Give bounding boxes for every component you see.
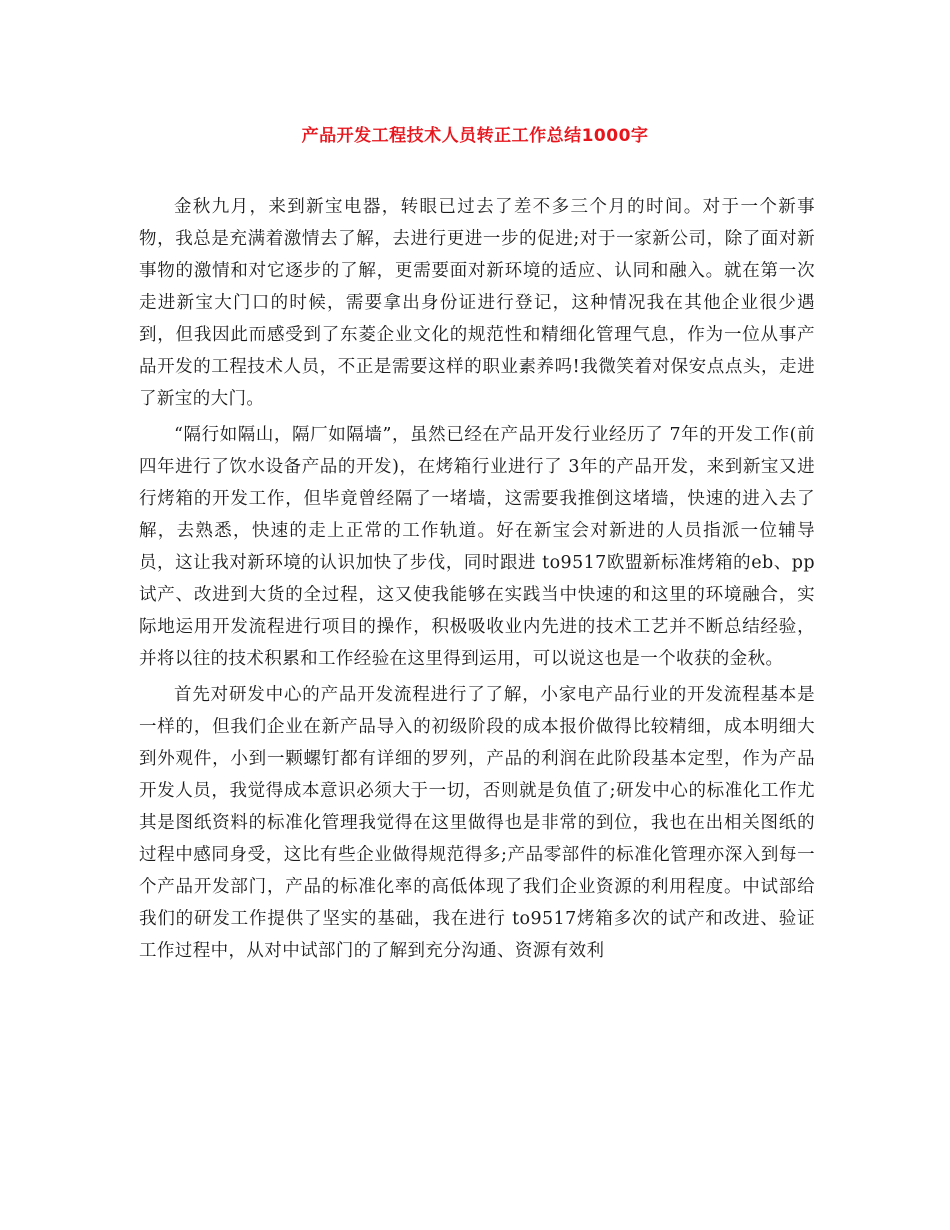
paragraph-1: 金秋九月，来到新宝电器，转眼已过去了差不多三个月的时间。对于一个新事物，我总是充满着激情去了解，去进行更进一步的促进;对于一家新公司，除了面对新事物的激情和对它逐步的了解，更需要面对新环境的适应、认同和融入。就在第一次走进新宝大门口的时候，需要拿出身份证进行登记，这种情况我在其他企业很少遇到，但我因此而感受到了东菱企业文化的规范性和精细化管理气息，作为一位从事产品开发的工程技术人员，不正是需要这样的职业素养吗!我微笑着对保安点点头，走进了新宝的大门。 xyxy=(139,197,815,409)
paragraph-3: 首先对研发中心的产品开发流程进行了了解，小家电产品行业的开发流程基本是一样的，但我们企业在新产品导入的初级阶段的成本报价做得比较精细，成本明细大到外观件，小到一颗螺钉都有详细的罗列，产品的利润在此阶段基本定型，作为产品开发人员，我觉得成本意识必须大于一切，否则就是负值了;研发中心的标准化工作尤其是图纸资料的标准化管理我觉得在这里做得也是非常的到位，我也在出相关图纸的过程中感同身受，这比有些企业做得规范得多;产品零部件的标准化管理亦深入到每一个产品开发部门，产品的标准化率的高低体现了我们企业资源的利用程度。中试部给我们的研发工作提供了坚实的基础，我在进行 to9517烤箱多次的试产和改进、验证工作过程中，从对中试部门的了解到充分沟通、资源有效利 xyxy=(139,685,815,961)
paragraph-2: “隔行如隔山，隔厂如隔墙”，虽然已经在产品开发行业经历了 7年的开发工作(前四年进行了饮水设备产品的开发)，在烤箱行业进行了 3年的产品开发，来到新宝又进行烤箱的开发工作，但毕竟曾经隔了一堵墙，这需要我推倒这堵墙，快速的进入去了解，去熟悉，快速的走上正常的工作轨道。好在新宝会对新进的人员指派一位辅导员，这让我对新环境的认识加快了步伐，同时跟进 to9517欧盟新标准烤箱的eb、pp试产、改进到大货的全过程，这又使我能够在实践当中快速的和这里的环境融合，实际地运用开发流程进行项目的操作，积极吸收业内先进的技术工艺并不断总结经验，并将以往的技术积累和工作经验在这里得到运用，可以说这也是一个收获的金秋。 xyxy=(139,425,815,669)
document-body xyxy=(139,191,815,971)
document-title: 产品开发工程技术人员转正工作总结1000字 xyxy=(301,126,649,146)
